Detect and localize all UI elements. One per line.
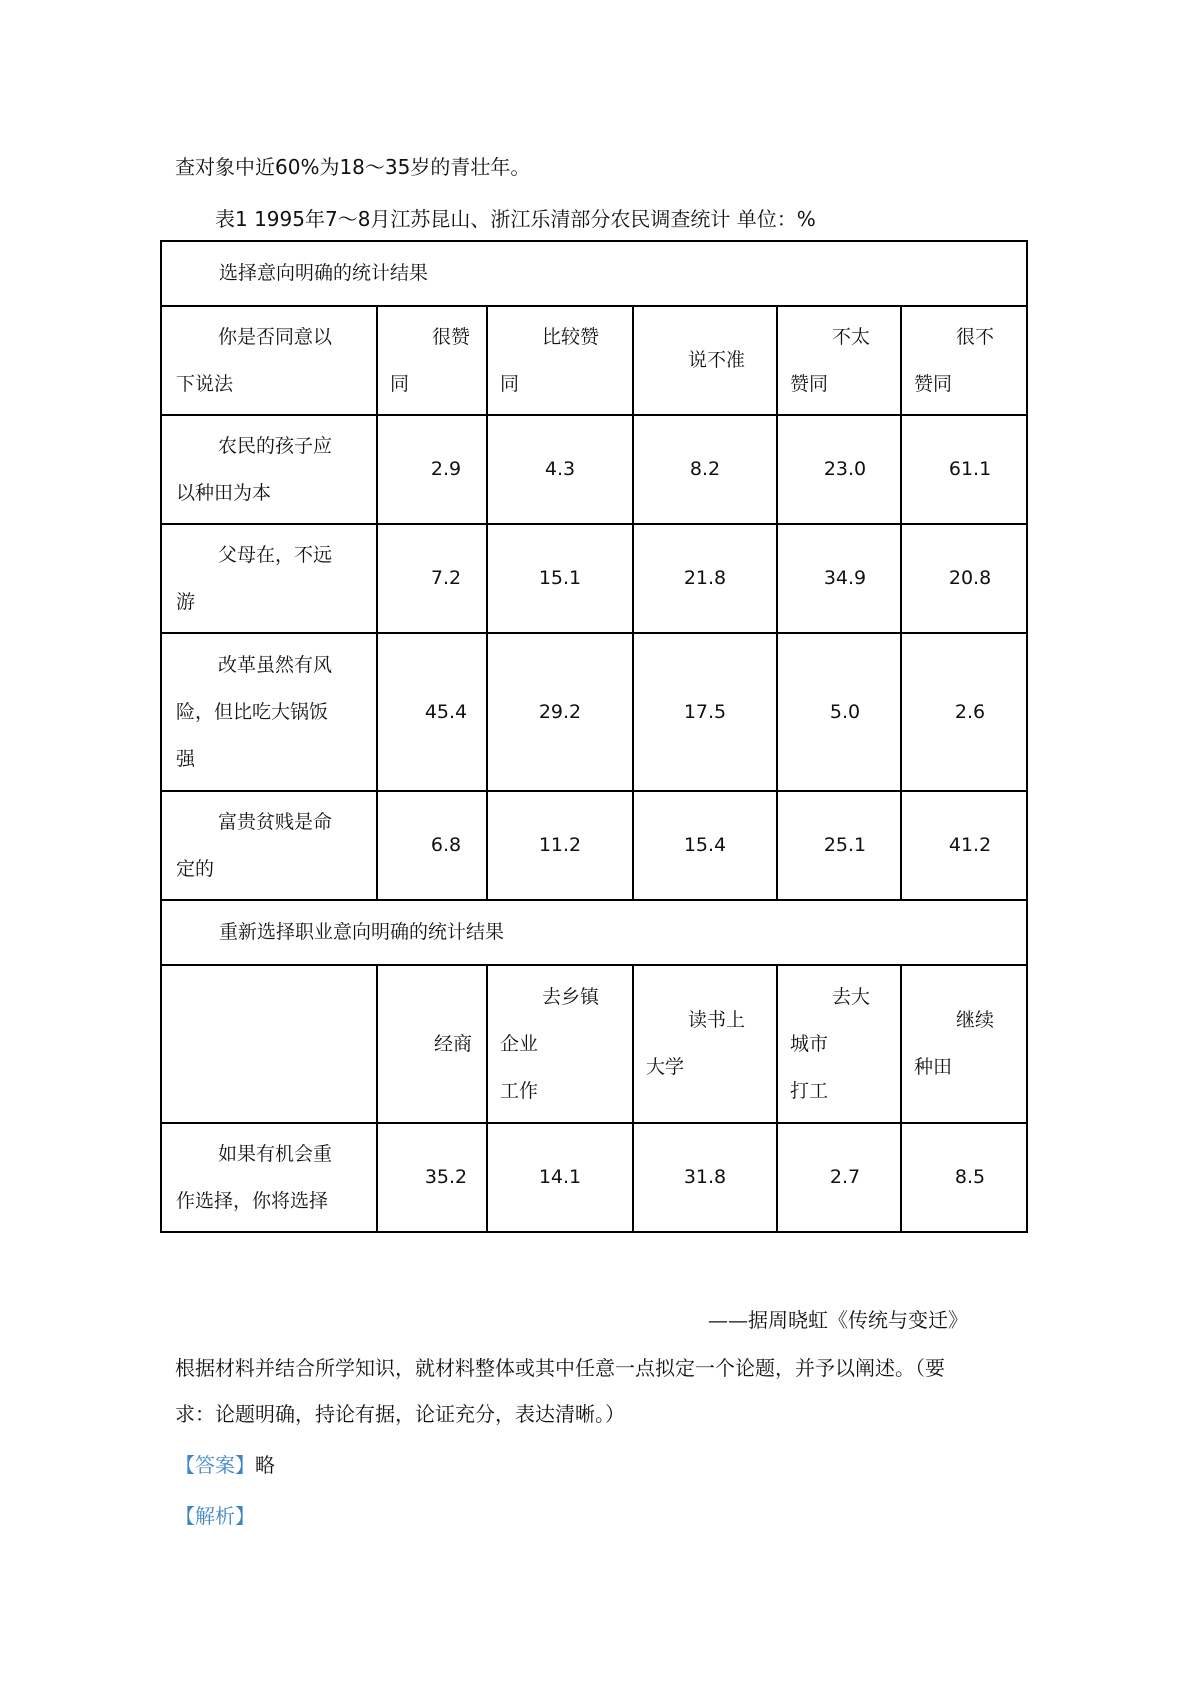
table-row <box>161 791 1027 900</box>
analysis-tag: 【解析】 <box>175 1504 255 1528</box>
intro-line: 查对象中近60%为18～35岁的青壮年。 <box>175 155 531 179</box>
table-cell: 41.2 <box>901 791 1027 900</box>
column-header: 很赞 同 <box>377 306 487 415</box>
table-cell: 15.1 <box>487 524 633 633</box>
table-cell: 7.2 <box>377 524 487 633</box>
table-row <box>161 524 1027 633</box>
row-label: 父母在，不远 游 <box>161 524 377 633</box>
table-cell: 8.2 <box>633 415 777 524</box>
column-header: 不太 赞同 <box>777 306 901 415</box>
table-cell: 14.1 <box>487 1123 633 1232</box>
source-citation: ——据周晓虹《传统与变迁》 <box>708 1308 968 1332</box>
table-cell: 15.4 <box>633 791 777 900</box>
column-header: 说不准 <box>633 306 777 415</box>
column-header: 比较赞 同 <box>487 306 633 415</box>
table-row <box>161 633 1027 791</box>
survey-table <box>160 240 1028 1233</box>
table-cell: 6.8 <box>377 791 487 900</box>
answer-line <box>175 1451 275 1479</box>
table-cell: 2.9 <box>377 415 487 524</box>
column-header: 经商 <box>377 965 487 1123</box>
column-header: 很不 赞同 <box>901 306 1027 415</box>
section-title-row <box>161 900 1027 965</box>
table-cell: 11.2 <box>487 791 633 900</box>
analysis-line <box>175 1502 255 1530</box>
table-cell: 21.8 <box>633 524 777 633</box>
table-cell: 5.0 <box>777 633 901 791</box>
table-caption: 表1 1995年7～8月江苏昆山、浙江乐清部分农民调查统计 单位：% <box>215 207 816 231</box>
column-header: 去大 城市 打工 <box>777 965 901 1123</box>
row-label: 农民的孩子应 以种田为本 <box>161 415 377 524</box>
section-title-row <box>161 241 1027 306</box>
table-cell: 29.2 <box>487 633 633 791</box>
table-cell: 61.1 <box>901 415 1027 524</box>
table-cell: 35.2 <box>377 1123 487 1232</box>
row-label: 富贵贫贱是命 定的 <box>161 791 377 900</box>
row-label: 如果有机会重 作选择，你将选择 <box>161 1123 377 1232</box>
column-header: 读书上 大学 <box>633 965 777 1123</box>
column-header: 去乡镇 企业 工作 <box>487 965 633 1123</box>
table-cell: 45.4 <box>377 633 487 791</box>
question-header: 你是否同意以 下说法 <box>161 306 377 415</box>
section-title-1: 选择意向明确的统计结果 <box>161 241 1027 306</box>
table-cell: 8.5 <box>901 1123 1027 1232</box>
table-cell: 4.3 <box>487 415 633 524</box>
row-label: 改革虽然有风 险，但比吃大锅饭 强 <box>161 633 377 791</box>
table-cell: 2.6 <box>901 633 1027 791</box>
section-title-2: 重新选择职业意向明确的统计结果 <box>161 900 1027 965</box>
table-cell: 25.1 <box>777 791 901 900</box>
question-line: 求：论题明确，持论有据，论证充分，表达清晰。） <box>175 1402 625 1426</box>
header-row <box>161 965 1027 1123</box>
empty-header-cell <box>161 965 377 1123</box>
table-cell: 2.7 <box>777 1123 901 1232</box>
question-line: 根据材料并结合所学知识，就材料整体或其中任意一点拟定一个论题，并予以阐述。（要 <box>175 1356 945 1380</box>
answer-tag: 【答案】 <box>175 1453 255 1477</box>
answer-text: 略 <box>255 1453 275 1477</box>
table-row <box>161 415 1027 524</box>
table-cell: 20.8 <box>901 524 1027 633</box>
table-cell: 34.9 <box>777 524 901 633</box>
table-cell: 23.0 <box>777 415 901 524</box>
table-cell: 31.8 <box>633 1123 777 1232</box>
table-cell: 17.5 <box>633 633 777 791</box>
column-header: 继续 种田 <box>901 965 1027 1123</box>
header-row <box>161 306 1027 415</box>
table-row <box>161 1123 1027 1232</box>
